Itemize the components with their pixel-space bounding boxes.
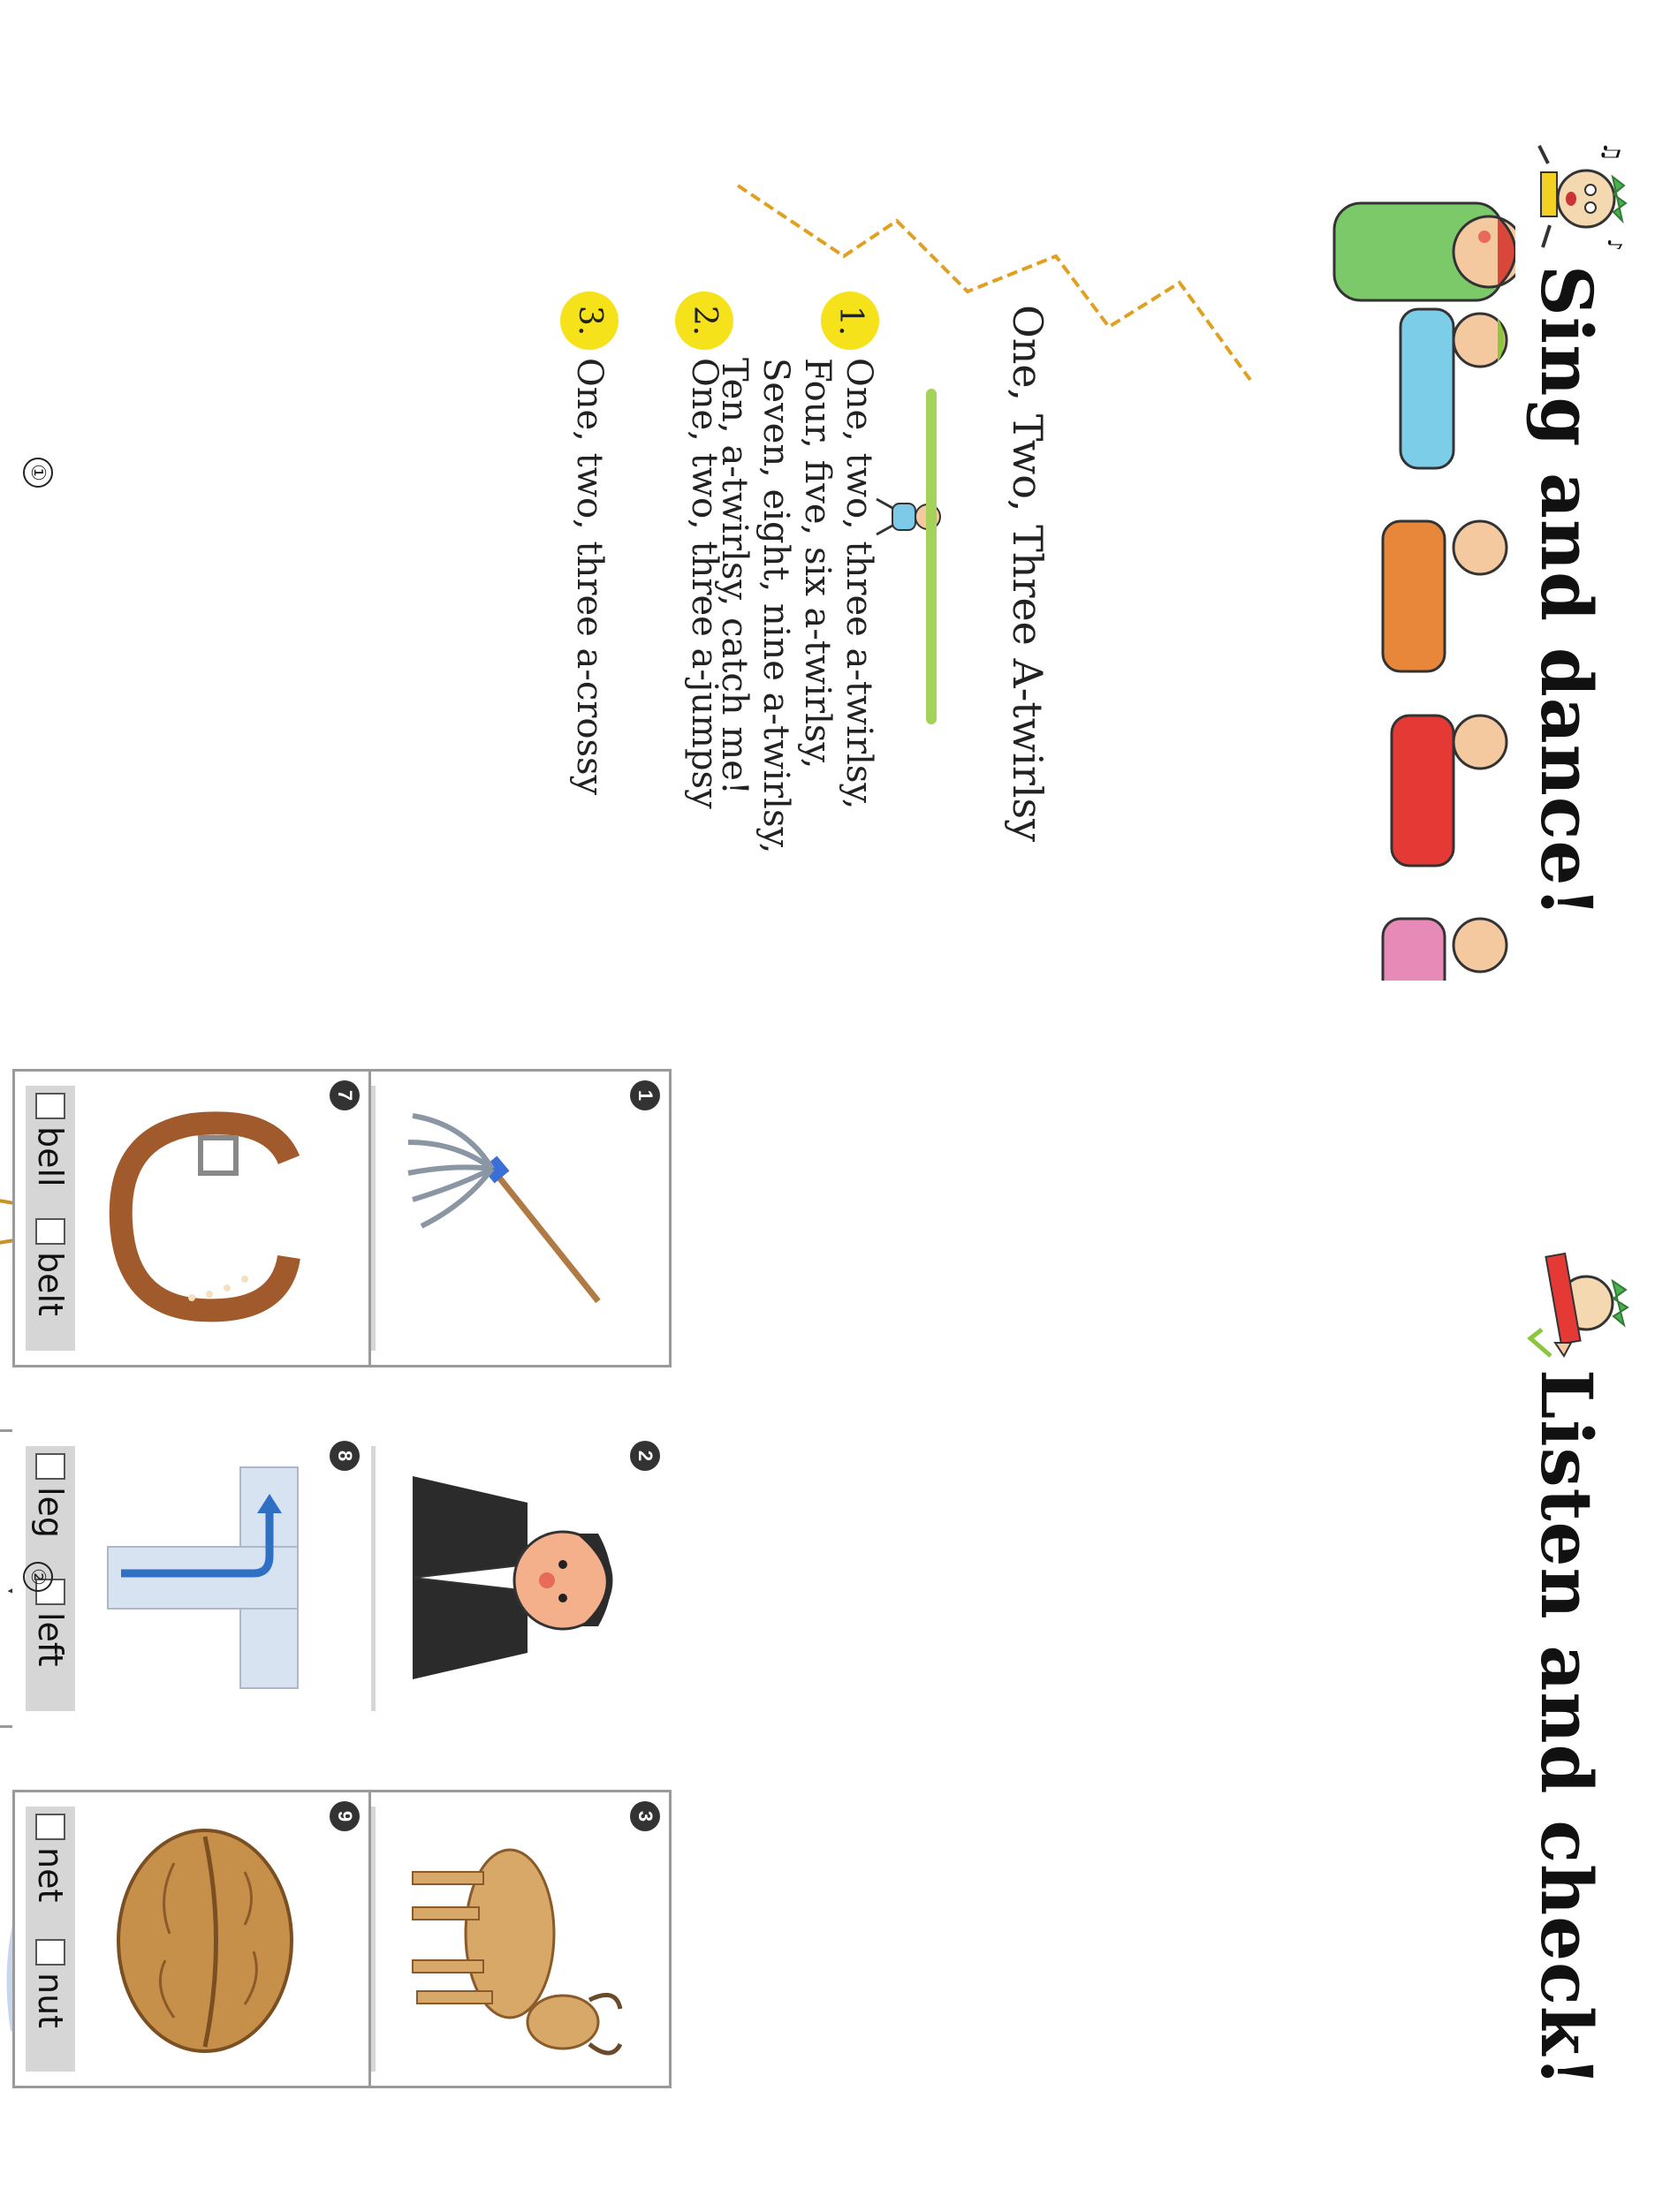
option-nut[interactable]: nut	[33, 1939, 68, 2028]
options-bar	[26, 1086, 75, 1351]
option-leg[interactable]: leg	[33, 1453, 68, 1538]
verse-line: Four, five, six a-twirlsy,	[797, 358, 838, 769]
dancing-child-icon	[1392, 716, 1507, 866]
singing-mascot-icon	[1529, 137, 1635, 269]
card-number: 7	[330, 1080, 360, 1110]
ox-icon	[399, 1810, 625, 2071]
verse-line: Seven, eight, nine a-twirlsy,	[755, 358, 796, 854]
card-number: 2	[630, 1441, 660, 1471]
nut-icon	[99, 1810, 324, 2071]
judge-icon	[399, 1450, 625, 1710]
verse-number-2: 2.	[675, 292, 733, 350]
verse-line: One, two, three a-twirlsy,	[839, 358, 879, 810]
word-card-7	[12, 1069, 371, 1367]
green-divider	[926, 389, 937, 724]
checkbox[interactable]	[35, 1093, 65, 1119]
option-left[interactable]: left	[33, 1579, 68, 1667]
checkbox[interactable]	[35, 1218, 65, 1245]
verse-line: Ten, a-twirlsy, catch me!	[714, 358, 755, 795]
verse-number-1: 1.	[821, 292, 879, 350]
page-number-1: ①	[23, 458, 53, 488]
zigzag-line	[738, 186, 1250, 380]
belt-icon	[99, 1089, 324, 1350]
pencil-mascot-icon	[1520, 1246, 1635, 1360]
listen-title: Listen and check!	[1525, 1369, 1608, 2088]
dancing-child-icon	[1383, 521, 1507, 671]
checkbox[interactable]	[35, 1814, 65, 1840]
option-net[interactable]: net	[33, 1814, 68, 1902]
song-title: One, Two, Three A-twirlsy	[1004, 305, 1051, 843]
verse-2: One, two, three a-jumpsy	[684, 358, 725, 809]
card-number: 8	[330, 1441, 360, 1471]
option-belt[interactable]: belt	[33, 1218, 68, 1316]
dancing-child-icon	[1334, 203, 1515, 300]
option-bell[interactable]: bell	[33, 1093, 68, 1187]
card-number: 3	[630, 1801, 660, 1831]
checkbox[interactable]	[35, 1939, 65, 1966]
mop-icon	[399, 1089, 625, 1350]
verse-3: One, two, three a-crossy	[569, 358, 610, 796]
dancing-child-icon	[1383, 919, 1507, 981]
verse-1	[713, 358, 879, 853]
svg-text:♫: ♫	[1598, 141, 1624, 163]
dancing-child-icon	[1401, 309, 1507, 468]
checkbox[interactable]	[35, 1453, 65, 1480]
options-bar	[26, 1807, 75, 2072]
left-arrow-icon	[99, 1450, 324, 1710]
sing-title: Sing and dance!	[1525, 265, 1608, 919]
word-card-8	[12, 1429, 371, 1728]
svg-text:♪: ♪	[1603, 239, 1625, 252]
card-number: 1	[630, 1080, 660, 1110]
page-number-2: ②	[23, 1562, 53, 1592]
word-card-9	[12, 1790, 371, 2088]
verse-number-3: 3.	[560, 292, 619, 350]
card-number: 9	[330, 1801, 360, 1831]
